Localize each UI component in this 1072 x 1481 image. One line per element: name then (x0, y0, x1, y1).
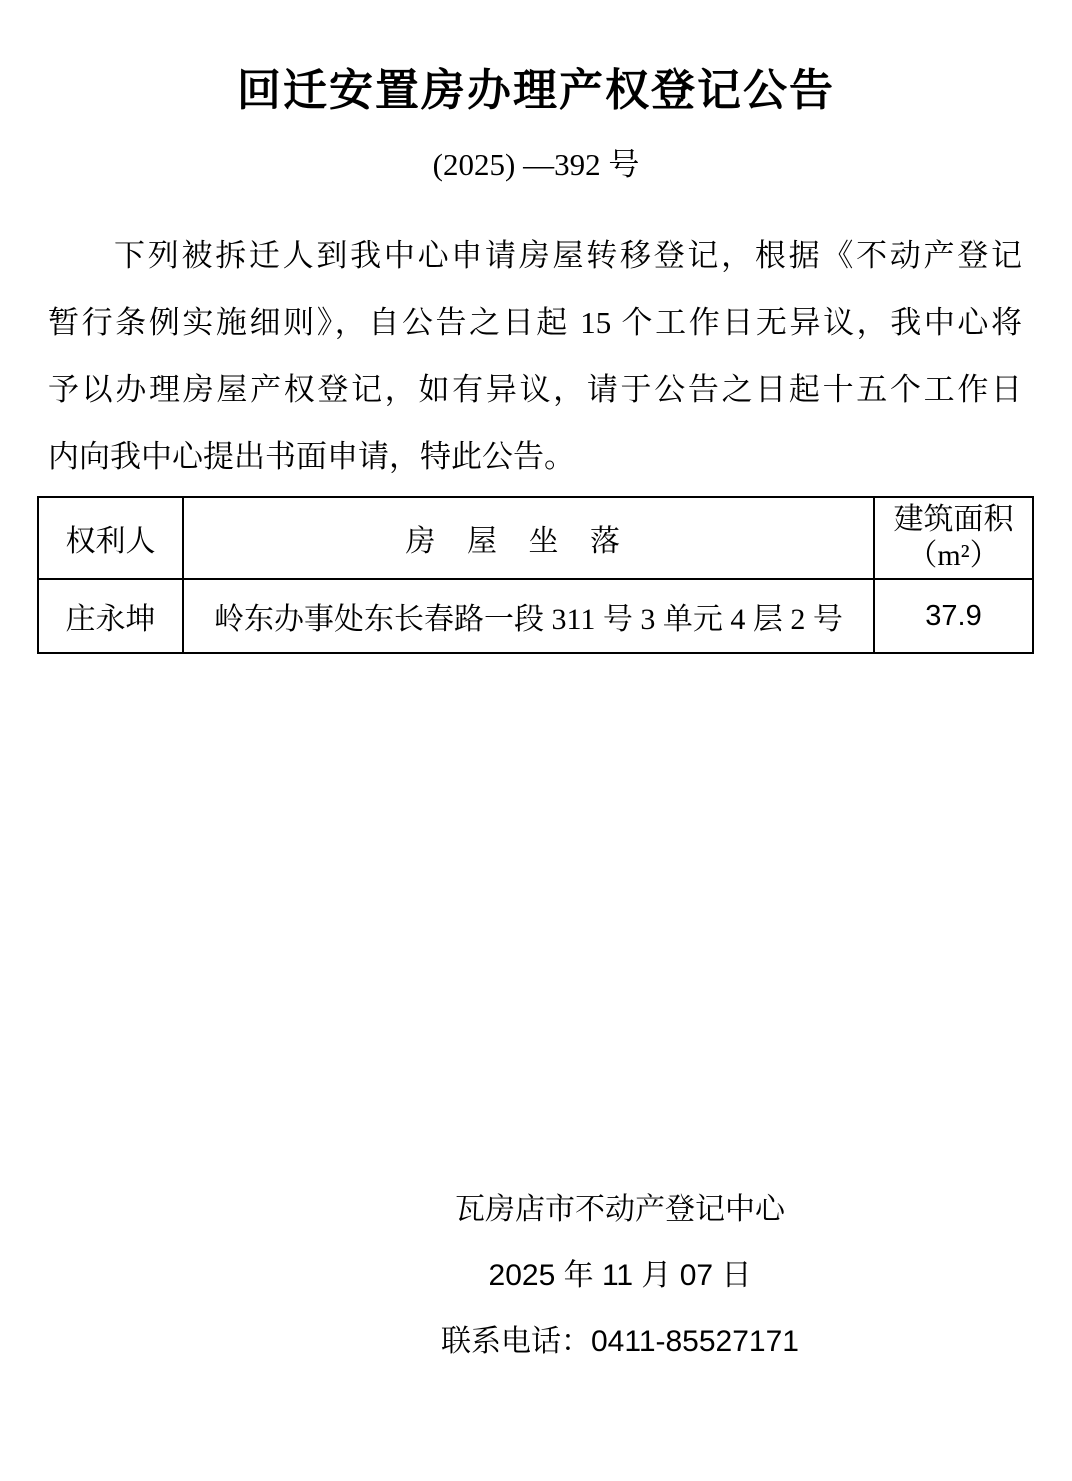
contact-phone-number: 0411-85527171 (591, 1325, 799, 1358)
contact-phone-label: 联系电话： (441, 1325, 591, 1358)
table-row (38, 579, 1033, 653)
notice-line-1: 下列被拆迁人到我中心申请房屋转移登记，根据《不动产登记 (114, 238, 1022, 273)
document-number: (2025) —392 号 (432, 147, 640, 182)
column-header-owner-label: 权利人 (65, 525, 156, 558)
table-header-row (38, 497, 1033, 579)
owner-cell (38, 579, 183, 653)
notice-line-2: 暂行条例实施细则》，自公告之日起 15 个工作日无异议，我中心将 (48, 305, 1022, 340)
location-text: 岭东办事处东长春路一段 311 号 3 单元 4 层 2 号 (214, 603, 843, 636)
notice-line-4: 内向我中心提出书面申请，特此公告。 (48, 439, 575, 474)
owner-name: 庄永坤 (65, 603, 156, 636)
column-header-area (874, 497, 1033, 579)
notice-paragraph (48, 222, 1022, 490)
notice-line-3: 予以办理房屋产权登记，如有异议，请于公告之日起十五个工作日 (48, 372, 1022, 407)
column-header-area-label: 建筑面积（m²） (893, 503, 1014, 572)
issuing-organization: 瓦房店市不动产登记中心 (455, 1193, 785, 1226)
contact-phone-line (168, 1309, 1072, 1375)
column-header-owner (38, 497, 183, 579)
column-header-location-label: 房屋坐落 (405, 525, 652, 558)
registration-table (37, 496, 1034, 654)
area-cell (874, 579, 1033, 653)
location-cell (183, 579, 874, 653)
area-value: 37.9 (925, 600, 982, 632)
issue-date: 2025 年 11 月 07 日 (488, 1259, 752, 1292)
page-title: 回迁安置房办理产权登记公告 (237, 66, 835, 115)
document-footer (168, 1177, 1072, 1375)
column-header-location (183, 497, 874, 579)
